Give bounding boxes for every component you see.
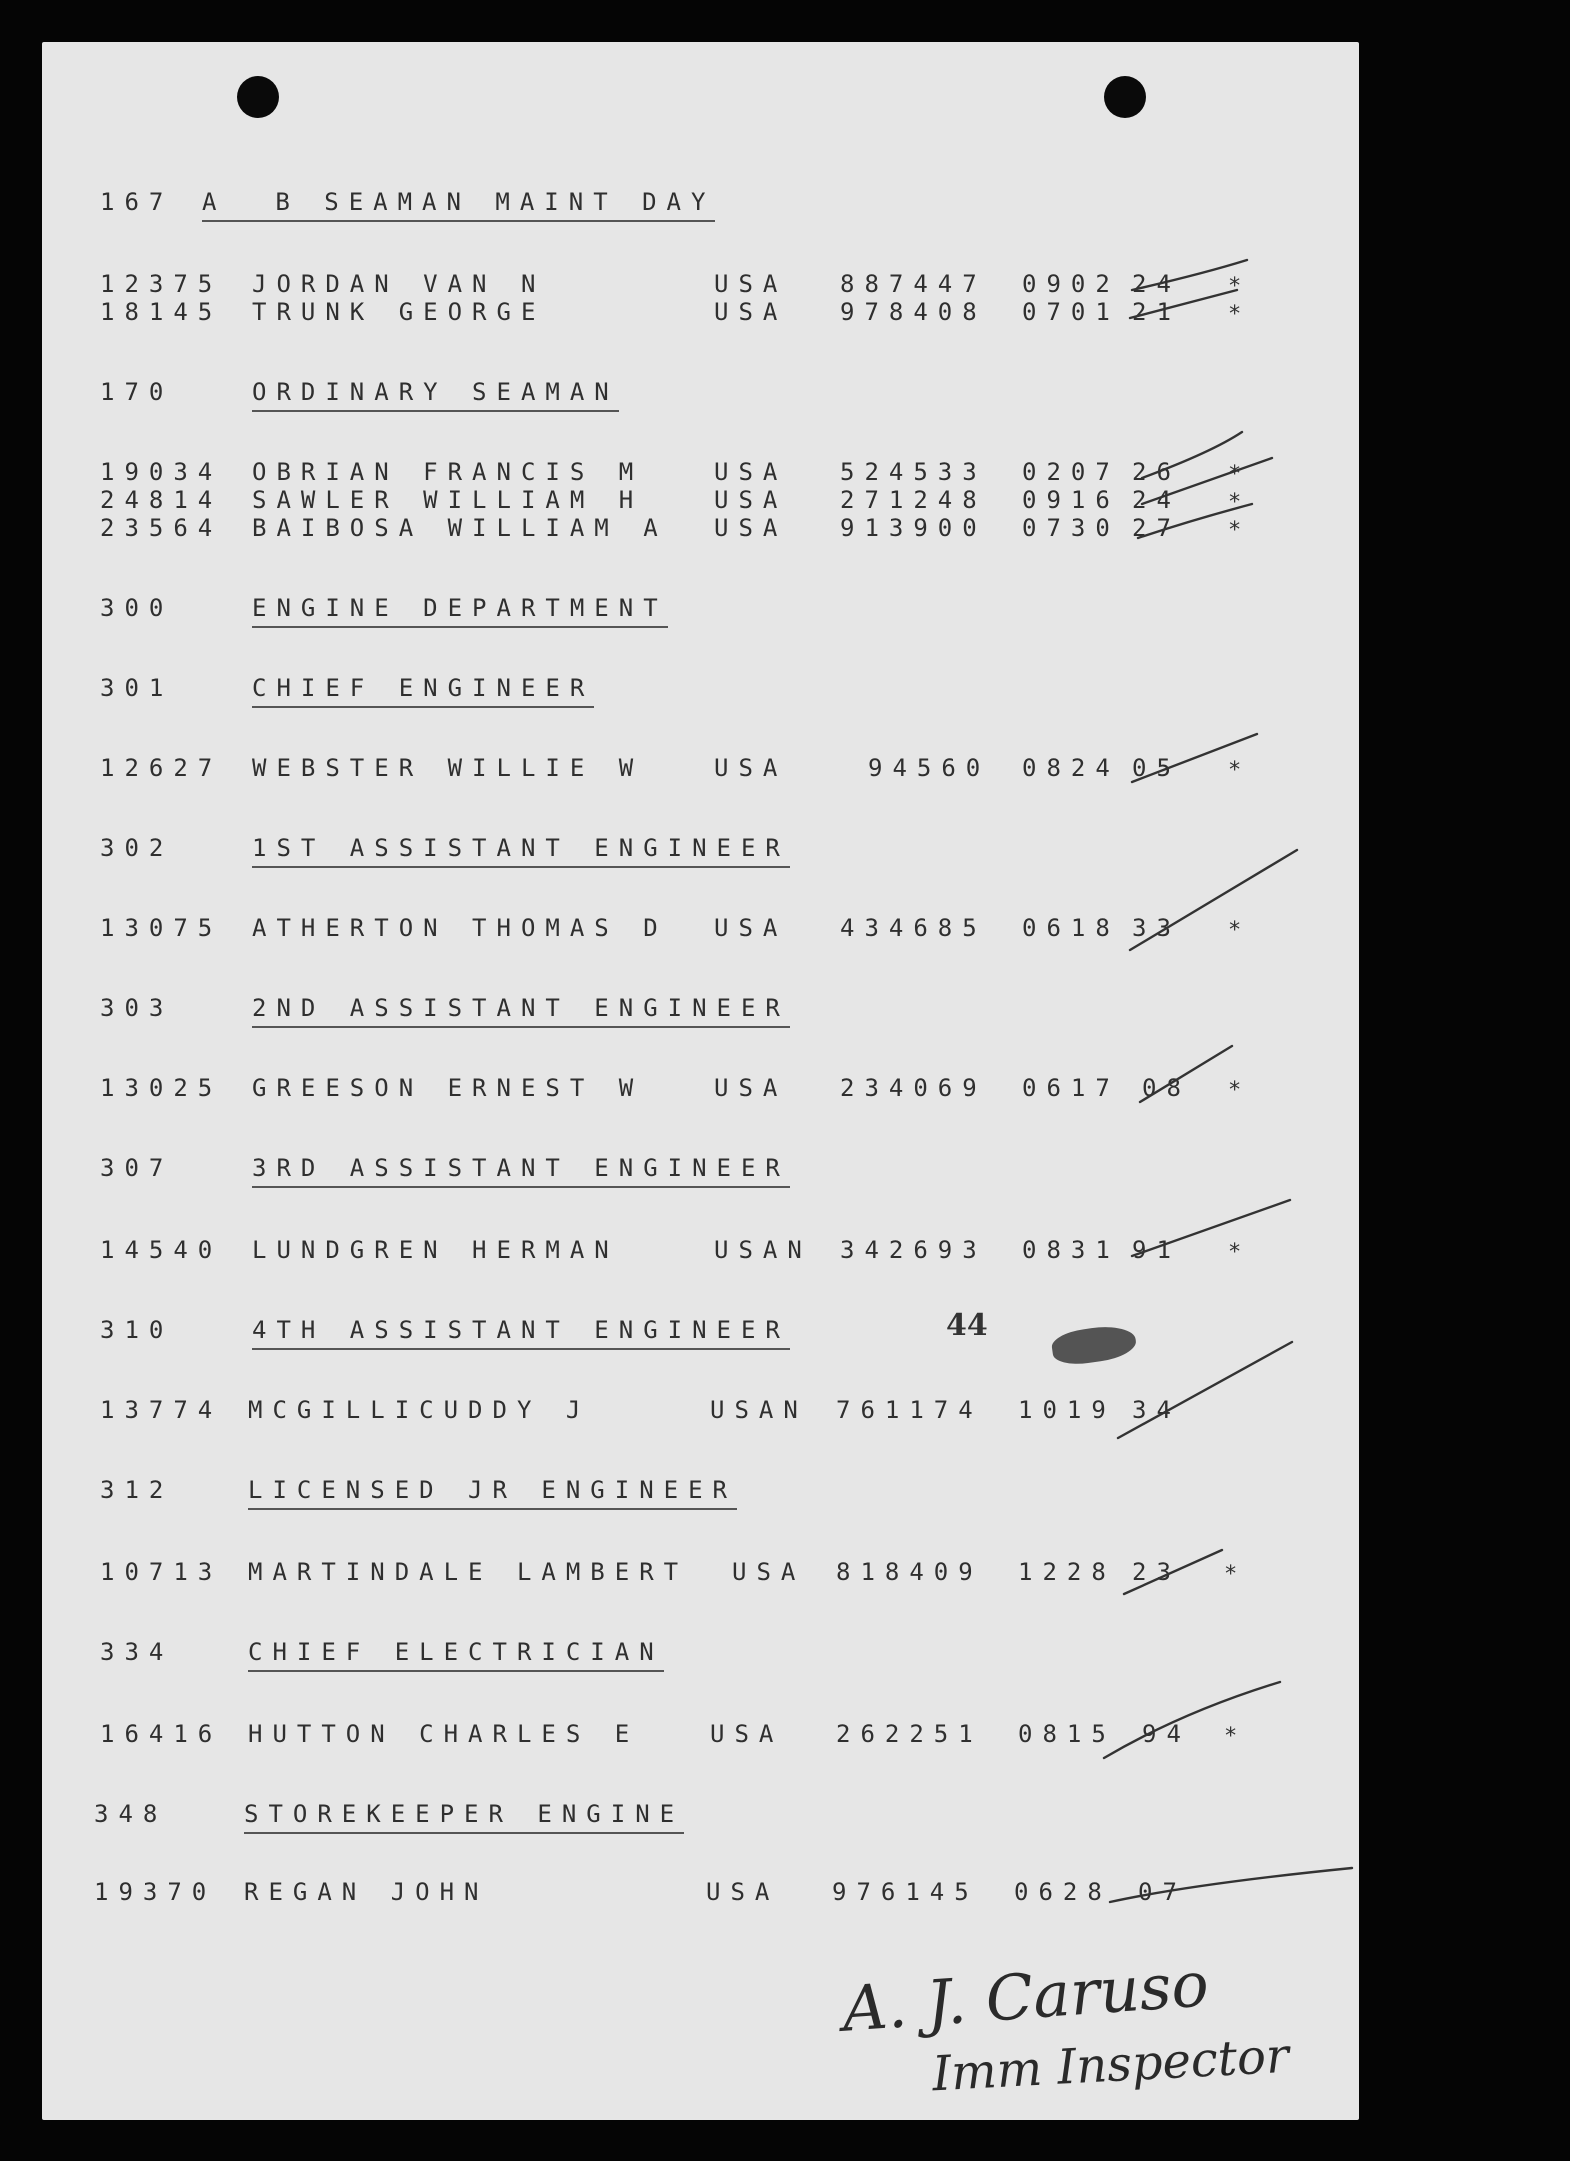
- row-name: JORDAN VAN N: [252, 270, 546, 298]
- row-id: 12627: [100, 754, 223, 782]
- row-id: 14540: [100, 1236, 223, 1264]
- row-date: 0831: [1022, 1236, 1120, 1264]
- row-date: 0916: [1022, 486, 1120, 514]
- row-num: 262251: [836, 1720, 983, 1748]
- row-num: 913900: [840, 514, 987, 542]
- row-name: MARTINDALE LAMBERT: [248, 1558, 689, 1586]
- row-num: 761174: [836, 1396, 983, 1424]
- section-code: 307: [100, 1154, 174, 1182]
- row-nat: USA: [714, 754, 788, 782]
- row-nat: USA: [732, 1558, 806, 1586]
- row-nat: USA: [714, 914, 788, 942]
- row-rating: 94: [1142, 1720, 1191, 1748]
- section-title: 4TH ASSISTANT ENGINEER: [252, 1316, 790, 1350]
- row-name: OBRIAN FRANCIS M: [252, 458, 644, 486]
- row-date: 1019: [1018, 1396, 1116, 1424]
- row-id: 19034: [100, 458, 223, 486]
- row-num: 94560: [868, 754, 991, 782]
- row-num: 271248: [840, 486, 987, 514]
- row-mark: *: [1228, 1240, 1242, 1265]
- row-rating: 05: [1132, 754, 1181, 782]
- section-code: 302: [100, 834, 174, 862]
- row-rating: 08: [1142, 1074, 1191, 1102]
- section-title: 1ST ASSISTANT ENGINEER: [252, 834, 790, 868]
- row-date: 0701: [1022, 298, 1120, 326]
- section-code: 303: [100, 994, 174, 1022]
- section-title: 3RD ASSISTANT ENGINEER: [252, 1154, 790, 1188]
- row-date: 0815: [1018, 1720, 1116, 1748]
- row-nat: USA: [714, 514, 788, 542]
- row-id: 16416: [100, 1720, 223, 1748]
- row-name: MCGILLICUDDY J: [248, 1396, 591, 1424]
- section-code: 348: [94, 1800, 168, 1828]
- row-mark: *: [1224, 1724, 1238, 1749]
- row-name: LUNDGREN HERMAN: [252, 1236, 619, 1264]
- section-title: ENGINE DEPARTMENT: [252, 594, 668, 628]
- row-rating: 26: [1132, 458, 1181, 486]
- row-id: 13075: [100, 914, 223, 942]
- row-date: 0824: [1022, 754, 1120, 782]
- row-num: 976145: [832, 1878, 979, 1906]
- row-nat: USA: [714, 486, 788, 514]
- row-name: HUTTON CHARLES E: [248, 1720, 640, 1748]
- row-date: 0617: [1022, 1074, 1120, 1102]
- row-id: 23564: [100, 514, 223, 542]
- section-code: 300: [100, 594, 174, 622]
- header-code: 167: [100, 188, 174, 216]
- row-nat: USAN: [714, 1236, 812, 1264]
- row-date: 0207: [1022, 458, 1120, 486]
- row-rating: 33: [1132, 914, 1181, 942]
- row-rating: 21: [1132, 298, 1181, 326]
- handwritten-note: 44: [946, 1308, 988, 1343]
- row-name: TRUNK GEORGE: [252, 298, 546, 326]
- row-date: 0628: [1014, 1878, 1112, 1906]
- row-mark: *: [1228, 490, 1242, 515]
- row-rating: 24: [1132, 270, 1181, 298]
- section-code: 310: [100, 1316, 174, 1344]
- row-mark: *: [1228, 274, 1242, 299]
- row-mark: *: [1228, 518, 1242, 543]
- signature-name: A. J. Caruso: [839, 1947, 1211, 2046]
- row-id: 24814: [100, 486, 223, 514]
- section-code: 334: [100, 1638, 174, 1666]
- section-code: 312: [100, 1476, 174, 1504]
- section-title: CHIEF ELECTRICIAN: [248, 1638, 664, 1672]
- row-name: ATHERTON THOMAS D: [252, 914, 668, 942]
- signature-title: Imm Inspector: [930, 2027, 1291, 2103]
- row-id: 13025: [100, 1074, 223, 1102]
- section-title: 2ND ASSISTANT ENGINEER: [252, 994, 790, 1028]
- row-name: SAWLER WILLIAM H: [252, 486, 644, 514]
- row-date: 1228: [1018, 1558, 1116, 1586]
- row-id: 12375: [100, 270, 223, 298]
- row-nat: USA: [714, 1074, 788, 1102]
- row-rating: 24: [1132, 486, 1181, 514]
- row-date: 0730: [1022, 514, 1120, 542]
- row-id: 10713: [100, 1558, 223, 1586]
- row-mark: *: [1228, 918, 1242, 943]
- row-mark: *: [1228, 1078, 1242, 1103]
- row-num: 342693: [840, 1236, 987, 1264]
- row-name: BAIBOSA WILLIAM A: [252, 514, 668, 542]
- row-mark: *: [1224, 1562, 1238, 1587]
- row-mark: *: [1228, 462, 1242, 487]
- row-id: 13774: [100, 1396, 223, 1424]
- row-id: 19370: [94, 1878, 217, 1906]
- row-nat: USA: [706, 1878, 780, 1906]
- row-date: 0902: [1022, 270, 1120, 298]
- row-id: 18145: [100, 298, 223, 326]
- row-num: 978408: [840, 298, 987, 326]
- row-num: 524533: [840, 458, 987, 486]
- row-mark: *: [1228, 758, 1242, 783]
- row-rating: 34: [1132, 1396, 1181, 1424]
- row-num: 887447: [840, 270, 987, 298]
- row-mark: *: [1228, 302, 1242, 327]
- header-title: A B SEAMAN MAINT DAY: [202, 188, 715, 222]
- row-num: 234069: [840, 1074, 987, 1102]
- section-title: LICENSED JR ENGINEER: [248, 1476, 737, 1510]
- pen-strokes: [42, 42, 1359, 2120]
- row-rating: 23: [1132, 1558, 1181, 1586]
- row-name: REGAN JOHN: [244, 1878, 489, 1906]
- document-page: [42, 42, 1359, 2120]
- row-date: 0618: [1022, 914, 1120, 942]
- row-name: WEBSTER WILLIE W: [252, 754, 644, 782]
- section-title: STOREKEEPER ENGINE: [244, 1800, 684, 1834]
- row-rating: 07: [1138, 1878, 1187, 1906]
- row-rating: 91: [1132, 1236, 1181, 1264]
- row-num: 434685: [840, 914, 987, 942]
- row-nat: USA: [714, 458, 788, 486]
- section-code: 301: [100, 674, 174, 702]
- row-rating: 27: [1132, 514, 1181, 542]
- row-nat: USAN: [710, 1396, 808, 1424]
- row-nat: USA: [714, 298, 788, 326]
- row-nat: USA: [714, 270, 788, 298]
- row-name: GREESON ERNEST W: [252, 1074, 644, 1102]
- section-title: CHIEF ENGINEER: [252, 674, 594, 708]
- row-num: 818409: [836, 1558, 983, 1586]
- section-title: ORDINARY SEAMAN: [252, 378, 619, 412]
- section-code: 170: [100, 378, 174, 406]
- row-nat: USA: [710, 1720, 784, 1748]
